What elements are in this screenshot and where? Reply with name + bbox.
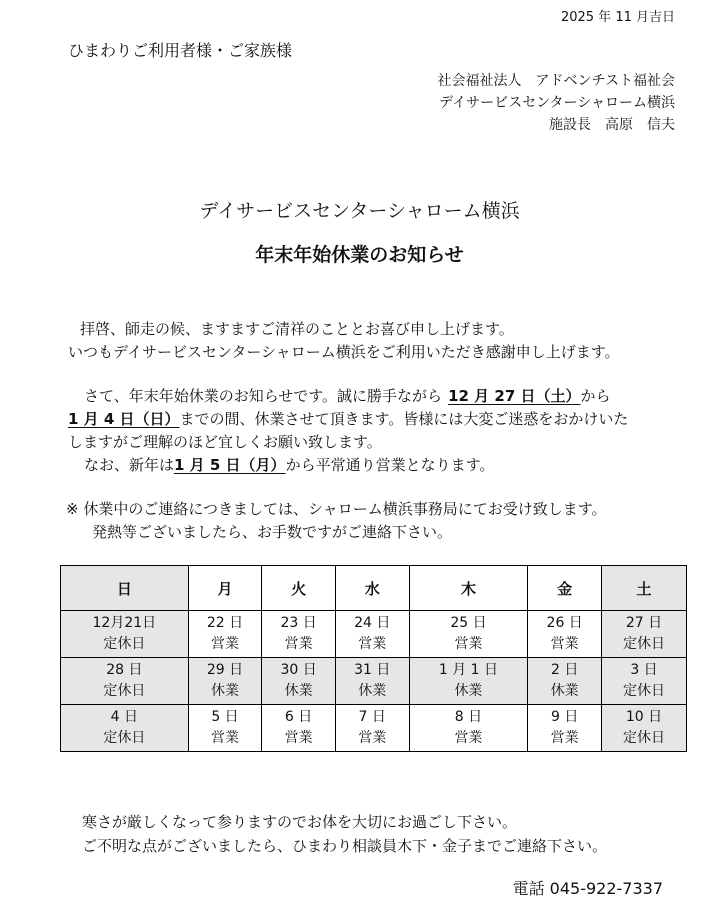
notice-text-c: までの間、休業させて頂きます。皆様には大変ご迷惑をおかけいた xyxy=(179,410,629,428)
cell-status: 定休日 xyxy=(622,683,665,699)
calendar-cell xyxy=(335,705,409,752)
notice-line-1 xyxy=(84,385,611,407)
cell-status: 営業 xyxy=(550,636,579,652)
sender-block xyxy=(438,70,675,136)
calendar-cell xyxy=(335,611,409,658)
cell-date: 4 日 xyxy=(110,709,139,725)
calendar-cell xyxy=(528,658,602,705)
cell-status: 定休日 xyxy=(103,730,146,746)
weekday-sat: 土 xyxy=(601,566,686,611)
cell-status: 定休日 xyxy=(103,636,146,652)
cell-date: 5 日 xyxy=(211,709,239,725)
calendar-cell xyxy=(61,611,189,658)
cell-status: 営業 xyxy=(284,636,313,652)
cell-date: 28 日 xyxy=(106,662,143,678)
cell-status: 休業 xyxy=(454,683,483,699)
cell-date: 2 日 xyxy=(551,662,579,678)
cell-date: 3 日 xyxy=(630,662,658,678)
calendar-week-row xyxy=(61,658,687,705)
phone-number: 電話 045-922-7337 xyxy=(512,879,663,898)
notice-line-2 xyxy=(68,408,628,430)
sender-person: 施設長 高原 信夫 xyxy=(549,117,675,133)
weekday-mon: 月 xyxy=(188,566,262,611)
cell-date: 29 日 xyxy=(206,662,244,678)
cell-date: 22 日 xyxy=(206,615,244,631)
calendar-cell xyxy=(61,705,189,752)
greeting-line-1: 拝啓、師走の候、ますますご清祥のこととお喜び申し上げます。 xyxy=(80,320,514,338)
cell-status: 営業 xyxy=(210,730,239,746)
calendar-cell xyxy=(188,611,262,658)
calendar-week-row xyxy=(61,611,687,658)
weekday-sun: 日 xyxy=(61,566,189,611)
cell-status: 休業 xyxy=(358,683,387,699)
cell-date: 9 日 xyxy=(551,709,579,725)
cell-date: 1 月 1 日 xyxy=(438,662,499,678)
cell-date: 23 日 xyxy=(280,615,317,631)
calendar-cell xyxy=(335,658,409,705)
cell-status: 休業 xyxy=(210,683,239,699)
cell-status: 営業 xyxy=(454,636,483,652)
cell-date: 10 日 xyxy=(625,709,663,725)
reopen-text-b: から平常通り営業となります。 xyxy=(285,456,495,474)
reopen-line xyxy=(84,454,494,476)
cell-date: 7 日 xyxy=(358,709,386,725)
closure-end-date: 1 月 4 日（日） xyxy=(68,410,180,428)
issue-date: 2025 年 11 月吉日 xyxy=(560,10,675,25)
cell-date: 24 日 xyxy=(354,615,391,631)
calendar-cell xyxy=(528,705,602,752)
cell-status: 営業 xyxy=(358,636,387,652)
cell-date: 30 日 xyxy=(280,662,317,678)
cell-date: 25 日 xyxy=(450,615,487,631)
calendar-cell xyxy=(409,658,528,705)
closing-block xyxy=(82,810,607,858)
recipient: ひまわりご利用者様・ご家族様 xyxy=(68,41,293,60)
cell-date: 31 日 xyxy=(354,662,391,678)
calendar-cell xyxy=(61,658,189,705)
calendar-cell xyxy=(188,658,262,705)
cell-date: 12月21日 xyxy=(92,615,157,631)
calendar-header-row xyxy=(61,566,687,611)
weekday-wed: 水 xyxy=(335,566,409,611)
calendar-cell xyxy=(601,611,686,658)
calendar-cell xyxy=(262,611,336,658)
weekday-thu: 木 xyxy=(409,566,528,611)
calendar-cell xyxy=(188,705,262,752)
cell-status: 定休日 xyxy=(103,683,146,699)
reopen-text-a: なお、新年は xyxy=(84,456,175,474)
calendar-cell xyxy=(409,705,528,752)
greeting-line-2: いつもデイサービスセンターシャローム横浜をご利用いただき感謝申し上げます。 xyxy=(68,343,620,361)
facility-title: デイサービスセンターシャローム横浜 xyxy=(199,200,520,222)
calendar-cell xyxy=(409,611,528,658)
calendar-week-row xyxy=(61,705,687,752)
cell-status: 営業 xyxy=(284,730,313,746)
contact-line-1: ※ 休業中のご連絡につきましては、シャローム横浜事務局にてお受け致します。 xyxy=(66,500,607,518)
closing-line-2: ご不明な点がございましたら、ひまわり相談員木下・金子までご連絡下さい。 xyxy=(82,837,608,855)
cell-status: 休業 xyxy=(550,683,579,699)
reopen-date: 1 月 5 日（月） xyxy=(174,456,286,474)
cell-status: 営業 xyxy=(550,730,579,746)
closing-line-1: 寒さが厳しくなって参りますのでお体を大切にお過ごし下さい。 xyxy=(82,813,518,831)
calendar-cell xyxy=(262,705,336,752)
cell-status: 定休日 xyxy=(622,730,665,746)
sender-facility: デイサービスセンターシャローム横浜 xyxy=(439,95,675,111)
weekday-fri: 金 xyxy=(528,566,602,611)
notice-text-b: から xyxy=(580,387,611,405)
notice-title: 年末年始休業のお知らせ xyxy=(255,244,464,266)
cell-date: 27 日 xyxy=(625,615,663,631)
cell-status: 営業 xyxy=(210,636,239,652)
cell-status: 休業 xyxy=(284,683,313,699)
cell-status: 営業 xyxy=(358,730,387,746)
cell-date: 8 日 xyxy=(454,709,483,725)
cell-status: 定休日 xyxy=(622,636,665,652)
closure-start-date: 12 月 27 日（土） xyxy=(448,387,581,405)
weekday-tue: 火 xyxy=(262,566,336,611)
calendar-cell xyxy=(601,658,686,705)
cell-date: 6 日 xyxy=(284,709,313,725)
calendar-cell xyxy=(262,658,336,705)
notice-line-3: しますがご理解のほど宜しくお願い致します。 xyxy=(68,433,382,451)
notice-text-a: さて、年末年始休業のお知らせです。誠に勝手ながら xyxy=(84,387,443,405)
cell-status: 営業 xyxy=(454,730,483,746)
sender-org: 社会福祉法人 アドベンチスト福祉会 xyxy=(437,73,675,89)
holiday-calendar xyxy=(60,565,687,752)
calendar-cell xyxy=(528,611,602,658)
cell-date: 26 日 xyxy=(546,615,583,631)
contact-line-2: 発熱等ございましたら、お手数ですがご連絡下さい。 xyxy=(92,523,453,541)
calendar-cell xyxy=(601,705,686,752)
